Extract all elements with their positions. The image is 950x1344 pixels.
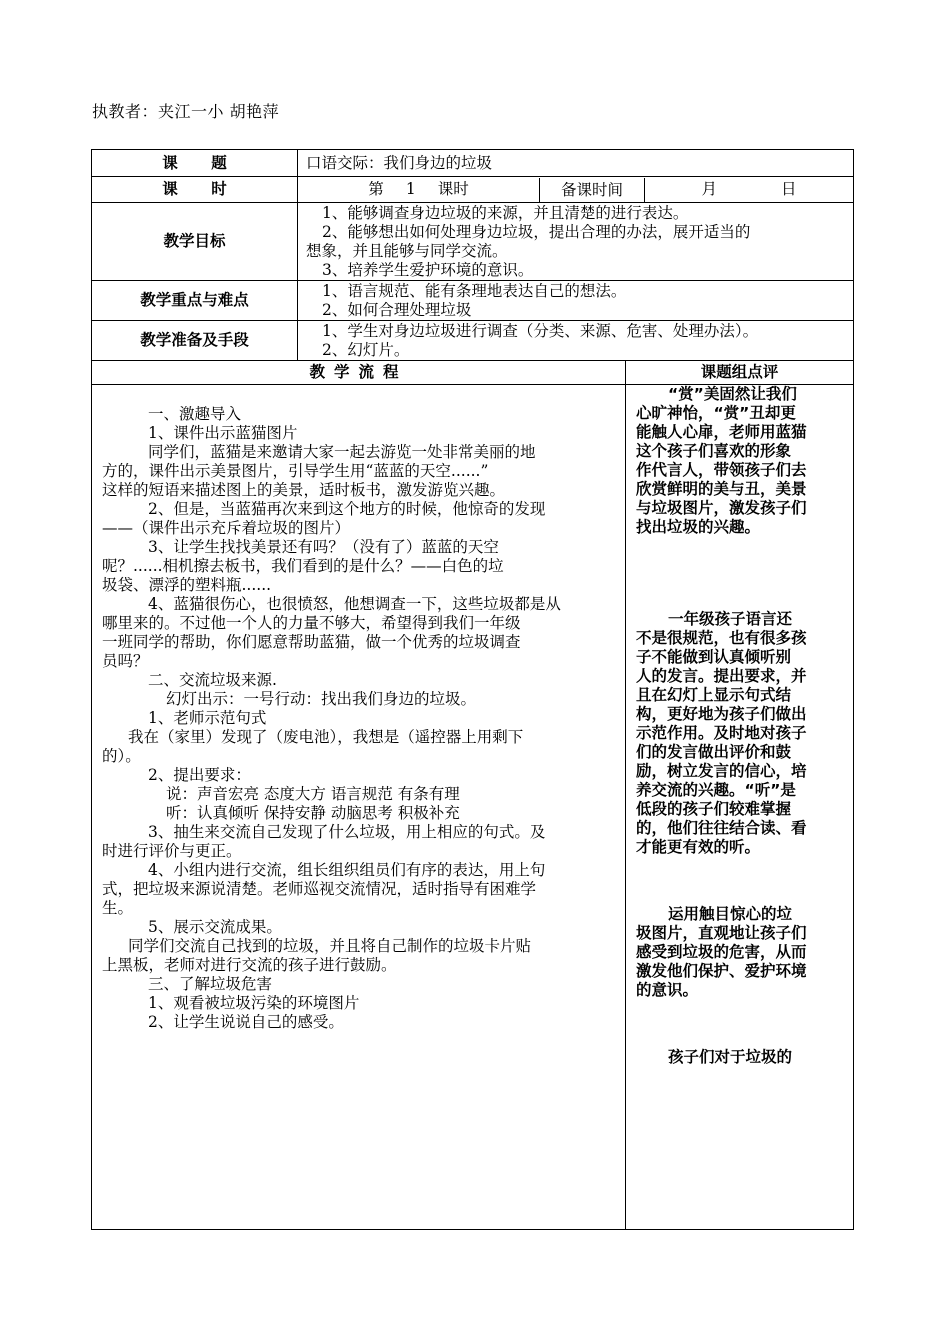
process-line: 生。 — [102, 899, 134, 917]
process-line: 同学们，蓝猫是来邀请大家一起去游览一处非常美丽的地 — [148, 443, 536, 461]
process-line: 呢？......相机擦去板书，我们看到的是什么？——白色的垃 — [102, 557, 504, 575]
comment-line: 感受到垃圾的危害，从而 — [636, 943, 807, 961]
comment-line: 人的发言。提出要求，并 — [636, 667, 807, 685]
comment-line: 且在幻灯上显示句式结 — [636, 686, 792, 704]
comment-line: 一年级孩子语言还 — [668, 610, 793, 628]
comment-line: 心旷神怡，“赏”丑却更 — [636, 404, 796, 422]
month-label: 月 — [701, 180, 717, 198]
comment-line: 能触人心扉，老师用蓝猫 — [636, 423, 807, 441]
key-points-list — [298, 281, 854, 321]
teaching-process — [92, 385, 626, 1230]
comment-line: 欣赏鲜明的美与丑，美景 — [636, 480, 807, 498]
process-line: ——（课件出示充斥着垃圾的图片） — [102, 519, 351, 537]
day-label: 日 — [781, 180, 797, 198]
comment-line: 们的发言做出评价和鼓 — [636, 743, 792, 761]
comment-line: 找出垃圾的兴趣。 — [636, 518, 761, 536]
goal-item: 1、能够调查身边垃圾的来源，并且清楚的进行表达。 — [322, 204, 689, 222]
prep-item: 2、幻灯片。 — [322, 341, 410, 359]
comment-line: 孩子们对于垃圾的 — [668, 1048, 793, 1066]
key-point-item: 2、如何合理处理垃圾 — [322, 301, 472, 319]
comment-line: 励，树立发言的信心，培 — [636, 762, 807, 780]
comment-header: 课题组点评 — [626, 361, 854, 385]
process-line: 同学们交流自己找到的垃圾，并且将自己制作的垃圾卡片贴 — [128, 937, 532, 955]
process-line: 5、展示交流成果。 — [148, 918, 282, 936]
process-line: 一班同学的帮助，你们愿意帮助蓝猫，做一个优秀的垃圾调查 — [102, 633, 521, 651]
comment-line: 这个孩子们喜欢的形象 — [636, 442, 792, 460]
comment-line: 才能更有效的听。 — [636, 838, 761, 856]
process-line: 2、提出要求： — [148, 766, 251, 784]
comment-line: 圾图片，直观地让孩子们 — [636, 924, 807, 942]
goal-item: 2、能够想出如何处理身边垃圾，提出合理的办法，展开适当的 — [322, 223, 751, 241]
prep-list — [298, 321, 854, 361]
process-line: 这样的短语来描述图上的美景，适时板书，激发游览兴趣。 — [102, 481, 506, 499]
process-line: 说：声音宏亮 态度大方 语言规范 有条有理 — [166, 785, 460, 803]
process-line: 方的，课件出示美景图片，引导学生用“蓝蓝的天空......” — [102, 462, 489, 480]
process-line: 的）。 — [102, 747, 141, 765]
prep-time-label: 备课时间 — [539, 178, 645, 202]
process-line: 4、蓝猫很伤心，也很愤怒，他想调查一下，这些垃圾都是从 — [148, 595, 561, 613]
process-line: 时进行评价与更正。 — [102, 842, 242, 860]
comment-line: 养交流的兴趣。“听”是 — [636, 781, 796, 799]
goal-item: 想象，并且能够与同学交流。 — [306, 242, 508, 260]
process-line: 3、抽生来交流自己发现了什么垃圾，用上相应的句式。及 — [148, 823, 546, 841]
comment-line: 的意识。 — [636, 981, 699, 999]
prep-label: 教学准备及手段 — [92, 321, 298, 361]
comment-line: 的，他们往往结合读、看 — [636, 819, 807, 837]
comment-line: 示范作用。及时地对孩子 — [636, 724, 807, 742]
process-line: 2、但是，当蓝猫再次来到这个地方的时候，他惊奇的发现 — [148, 500, 546, 518]
goals-list — [298, 203, 854, 281]
goal-item: 3、培养学生爱护环境的意识。 — [322, 261, 534, 279]
key-points-label: 教学重点与难点 — [92, 281, 298, 321]
prep-item: 1、学生对身边垃圾进行调查（分类、来源、危害、处理办法）。 — [322, 322, 759, 340]
comment-line: 运用触目惊心的垃 — [668, 905, 793, 923]
hours-prefix: 第 — [368, 180, 384, 198]
flow-header: 教学流程 — [92, 361, 626, 385]
process-line: 我在（家里）发现了（废电池），我想是（遥控器上用剩下 — [128, 728, 524, 746]
hours-cell — [298, 177, 854, 203]
process-line: 2、让学生说说自己的感受。 — [148, 1013, 344, 1031]
topic-label: 课 题 — [92, 150, 298, 177]
hours-label: 课 时 — [92, 177, 298, 203]
key-point-item: 1、语言规范、能有条理地表达自己的想法。 — [322, 282, 627, 300]
lesson-plan-table — [91, 149, 854, 1230]
process-line: 圾袋、漂浮的塑料瓶...... — [102, 576, 272, 594]
comment-line: 与垃圾图片，激发孩子们 — [636, 499, 807, 517]
comments-column — [626, 385, 854, 1230]
goals-label: 教学目标 — [92, 203, 298, 281]
process-line: 1、观看被垃圾污染的环境图片 — [148, 994, 360, 1012]
comment-line: 不是很规范，也有很多孩 — [636, 629, 807, 647]
comment-line: “赏”美固然让我们 — [668, 385, 797, 403]
comment-line: 子不能做到认真倾听别 — [636, 648, 792, 666]
process-line: 1、老师示范句式 — [148, 709, 267, 727]
comment-line: 低段的孩子们较难掌握 — [636, 800, 792, 818]
process-line: 式，把垃圾来源说清楚。老师巡视交流情况，适时指导有困难学 — [102, 880, 537, 898]
author-line: 执教者：夹江一小 胡艳萍 — [92, 102, 280, 121]
process-line: 4、小组内进行交流，组长组织组员们有序的表达，用上句 — [148, 861, 546, 879]
process-line: 1、课件出示蓝猫图片 — [148, 424, 298, 442]
hours-number: 1 — [405, 180, 416, 198]
process-line: 员吗？ — [102, 652, 149, 670]
process-line: 一、激趣导入 — [148, 405, 242, 423]
comment-line: 激发他们保护、爱护环境 — [636, 962, 807, 980]
process-line: 幻灯出示：一号行动：找出我们身边的垃圾。 — [166, 690, 477, 708]
hours-suffix: 课时 — [437, 180, 469, 198]
process-line: 听：认真倾听 保持安静 动脑思考 积极补充 — [166, 804, 460, 822]
process-line: 哪里来的。不过他一个人的力量不够大，希望得到我们一年级 — [102, 614, 521, 632]
comment-line: 构，更好地为孩子们做出 — [636, 705, 807, 723]
process-line: 3、让学生找找美景还有吗？（没有了）蓝蓝的天空 — [148, 538, 499, 556]
process-line: 上黑板，老师对进行交流的孩子进行鼓励。 — [102, 956, 397, 974]
process-line: 三、了解垃圾危害 — [148, 975, 273, 993]
topic-value: 口语交际：我们身边的垃圾 — [298, 150, 854, 177]
process-line: 二、交流垃圾来源. — [148, 671, 277, 689]
comment-line: 作代言人，带领孩子们去 — [636, 461, 807, 479]
